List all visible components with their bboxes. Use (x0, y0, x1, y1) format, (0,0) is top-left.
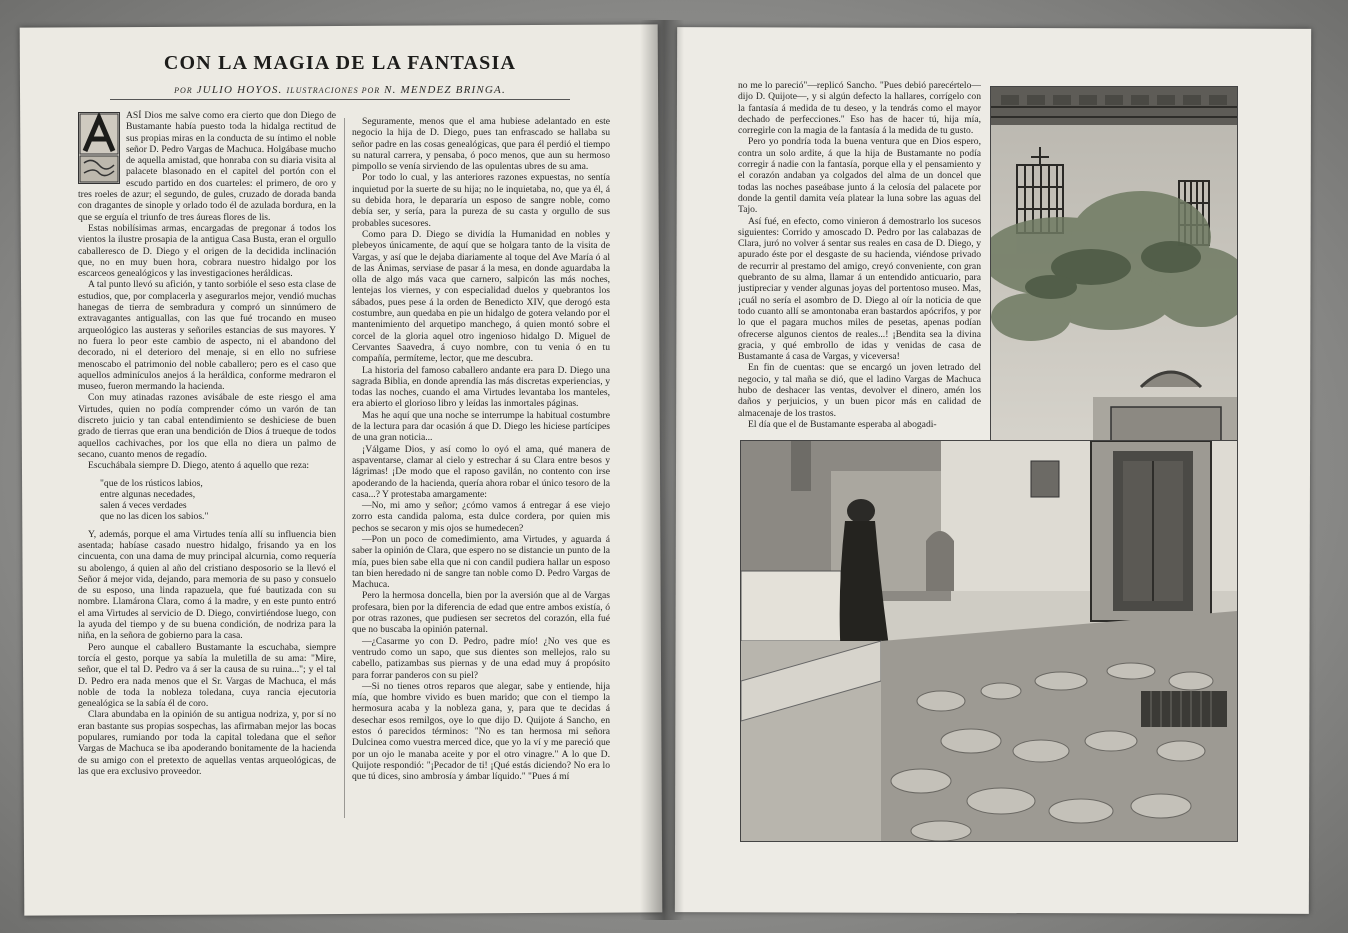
left-column-2 (352, 116, 610, 826)
verse-line: "que de los rústicos labios, (100, 477, 203, 489)
paragraph: Pero la hermosa doncella, bien por la aversión que al de Vargas profesara, bien por la diferencia de edad que entre ambos existía, ó por otras razones, que pudiesen ser secretos del corazón, ella fué que no buscaba la opinión paternal. (352, 590, 610, 636)
paragraph: Mas he aquí que una noche se interrumpe la habitual costumbre de la lectura para dar ocasión á que D. Diego les hiciese partícipes de una gran noticia... (352, 409, 610, 444)
paragraph: Por todo lo cual, y las anteriores razones expuestas, no sentía inquietud por la suerte de su hija; no le inquietaba, no, que ya él, á su debida hora, le depararía un esposo de sangre noble, como debía ser, y sería, para la pureza de su casta y orgullo de sus probables sucesores. (352, 172, 610, 229)
paragraph: En fin de cuentas: que se encargó un joven letrado del negocio, y tal maña se dió, que el ladino Vargas de Machuca hubo de deshacer las ventas, devolver el dinero, amén los daños y perjuicios, y un buen picor más en calidad de almacenaje de los trastos. (738, 362, 981, 419)
right-column (738, 80, 981, 440)
verse-line: entre algunas necedades, (100, 488, 196, 500)
illustration-top (990, 86, 1238, 448)
paragraph: Pero yo pondría toda la buena ventura que en Dios espero, contra un solo ardite, á que la hija de Bustamante no podía corregir á nadie con la fantasía, porque ella y el pensamiento y el corazón andaban ya colgados del alma de un doncel que todas las noches paseábase junto á la celosía del palacete por donde la gentil damita veía platear la luna sobre las aguas del Tajo. (738, 136, 981, 216)
paragraph: ASÍ Dios me salve como era cierto que don Diego de Bustamante había puesto toda la hidalga rectitud de sus propias miras en la conducta de su íntimo el noble señor D. Pedro Vargas de Machuca. Holgábase mucho de aquella amistad, que honraba con su diaria visita al palacete blasonado en el capitel del portón con el escudo partido en dos cuarteles: el primero, de oro y tres roeles de azur; el segundo, de gules, cruzado de dorada banda con dragantes de sinople y orlado todo él de azulada bordura, en la que se erguía el triunfo de tres áureas flores de lis. (78, 110, 336, 223)
illustration-bottom (740, 440, 1238, 842)
byline-illustrator: N. MENDEZ BRINGA. (384, 84, 506, 96)
verse-quote (100, 478, 336, 523)
dropcap-ornament (78, 112, 120, 184)
left-column-1 (78, 110, 336, 830)
byline-ilustraciones: ILUSTRACIONES POR (286, 86, 381, 95)
column-rule (344, 118, 345, 818)
paragraph: Pero aunque el caballero Bustamante la escuchaba, siempre torcía el gesto, porque ya sabía la muletilla de su ama: "Mire, señor, que el tal D. Pedro va á ser la causa de su ruina..."; y el tal D. Pedro era nada menos que el Sr. Vargas de Machuca, el más noble de toda la nobleza toledana, cuya rancia ejecutoria genealógica se la sabía él de coro. (78, 641, 336, 710)
paragraph: no me lo pareció"—replicó Sancho. "Pues debió parecértelo—dijo D. Quijote—, y si algún defecto la hallares, corrígelo con la fantasía á medida de tu deseo, y la tendrás como el mayor dechado de perfecciones." Eso has de hacer tú, hija mía, corregirle con la magia de la fantasía á la medida de tu gusto. (738, 80, 981, 137)
byline-por: POR (174, 86, 193, 95)
paragraph: —No, mi amo y señor; ¿cómo vamos á entregar á ese viejo zorro esta candida paloma, esta dulce cordera, por quien mis pechos se secaron y mis ojos se humedecen? (352, 500, 610, 534)
article-title: CON LA MAGIA DE LA FANTASIA (163, 52, 517, 74)
paragraph: Clara abundaba en la opinión de su antigua nodriza, y, por sí no eran bastante sus propias sospechas, las afirmaban mejor las bocas populares, rumiando por toda la capital toledana que el señor Vargas de Machuca se iba apoderando bonitamente de la hacienda de su amigo con el pretexto de aquellas ventas arqueológicas, de las que era exclusivo proveedor. (78, 709, 336, 777)
byline-author: JULIO HOYOS. (196, 84, 283, 96)
paragraph: El día que el de Bustamante esperaba al abogadi- (748, 418, 937, 430)
paragraph: Y, además, porque el ama Virtudes tenía allí su influencia bien asentada; habíase casado nuestro hidalgo, frisando ya en los cincuenta, con una dama de muy principal alcurnia, como requería su abolengo, á quien al año del cristiano desposorio se la llevó el Señor á mejor vida, dejando, para memoria de su paso y consuelo de su esposo, una linda rapazuela, que fué bautizada con su nombre. Llamárona Clara, como á la madre, y en este punto entró el ama Virtudes al servicio de D. Diego, convirtiéndose luego, con la ayuda del tiempo y de su buena condición, de nodriza para la niña, en la señora de gobierno para la casa. (78, 528, 336, 642)
paragraph: —Pon un poco de comedimiento, ama Virtudes, y aguarda á saber la opinión de Clara, que espero no se distancie un punto de la mía, pues bien sabe ella que ni con candil pudiera hallar un esposo tan bien heredado ni de sangre tan noble como D. Pedro Vargas de Machuca. (352, 533, 610, 591)
paragraph: Escuchábala siempre D. Diego, atento á aquello que reza: (88, 460, 310, 472)
paragraph: Como para D. Diego se dividía la Humanidad en nobles y plebeyos únicamente, de aquí que se holgara tanto de la visita de Vargas, y así que le dejaba diariamente al toque del Ave María ó al de las Ánimas, serviase de pasar á la mesa, en donde aguardaba la olla de algo más vaca que carnero, salpicón las más noches, lentejas los viernes, y con especialidad duelos y quebrantos los sábados, pues pese á la orden de Benedicto XIV, que derogó esta costumbre, aun quedaba en pie un hidalgo de gotera velando por el mantenimiento del arquetipo manchego, á quien montó sobre el corcel de la gloria aquel otro ingenioso hidalgo D. Miguel de Cervantes Saavedra, á cuyo nombre, con tu venia ó en tu compañía, permíteme, lector, que me descubra. (352, 228, 610, 365)
paragraph: A tal punto llevó su afición, y tanto sorbióle el seso esta clase de estudios, que, por complacerla y asegurarlos mejor, vendió muchas hanegas de tierra de sembradura y compró un sinnúmero de extravagantes antiguallas, con las que fué trocando en museo arqueológico las austeras y señoriles estancias de sus mayores. Y no fuera lo peor este cambio de aspecto, ni el abandono del decorado, ni el deterioro del menaje, si en ello no sufriese menoscabo el patrimonio del noble caballero; pero es el caso que aquellos adminículos anejos á la heráldica, conforme medraron el museo, fueron mermando la hacienda. (78, 279, 336, 393)
paragraph: —¿Casarme yo con D. Pedro, padre mío! ¿No ves que es ventrudo como un sapo, que sus dientes son mellejos, ralo su cabello, patizambas sus piernas y de una edad muy á propósito para forrar panderos con su piel? (352, 635, 610, 681)
paragraph: Seguramente, menos que el ama hubiese adelantado en este negocio la hija de D. Diego, pues tan enfrascado se hallaba su señor padre en las cosas genealógicas, que para él perdió el tiempo su natural carrera, y pensaba, ó poco menos, que aun su hermoso pimpollo se venía sirviendo de las opulentas ubres de su ama. (352, 116, 610, 173)
verse-line: que no las dicen los sabios." (100, 511, 209, 523)
paragraph: Con muy atinadas razones avisábale de este riesgo el ama Virtudes, quien no podía comprender cómo un varón de tan discreto juicio y tan cabal entendimiento se deshiciese de buen grado de tierras que eran una bendición de Dios á trueque de todos aquellos cachivaches, por los que ella no diera un palmo de secano, cuanto menos de regadío. (78, 392, 336, 460)
book-gutter (640, 20, 684, 920)
paragraph: ¡Válgame Dios, y así como lo oyó el ama, qué manera de aspaventarse, clamar al cielo y estrechar á su Clara entre besos y lágrimas! ¡De modo que el raposo gavilán, no contento con irse apoderando de la hacienda, quería ahora robar el único tesoro de la casa...? Y protestaba amargamente: (352, 443, 610, 500)
verse-line: salen á veces verdades (100, 500, 187, 512)
paragraph: La historia del famoso caballero andante era para D. Diego una sagrada Biblia, en donde aprendía las más discretas experiencias, y todas las noches, cuando el ama Virtudes levantaba los manteles, era abierto el glorioso libro y leídas las inmortales páginas. (352, 364, 610, 410)
paragraph: —Si no tienes otros reparos que alegar, sabe y entiende, hija mía, que hombre vivido es buen marido; que con el tiempo la hermosura acaba y la nobleza gana, y, para que te decidas á desechar esos remilgos, oye lo que dijo D. Quijote á Sancho, en estos ó parecidos términos: "No es tan hermosa mi señora Dulcinea como vuestra merced dice, que yo la ví y me pareció que por un ojo le manaba aceite y por el otro vinagre." A lo que D. Quijote respondió: "¡Pecador de ti! ¡Qué estás diciendo? No era lo que tú dices, sino ambrosía y ámbar líquido." "Pues á mí (352, 680, 610, 783)
paragraph: Así fué, en efecto, como vinieron á demostrarlo los sucesos siguientes: Corrido y amoscado D. Pedro por las calabazas de Clara, juró no volver á sentar sus reales en casa de D. Diego, y apurado éste por el desgaste de su hacienda, viéndose privado de recurrir al prestamo del amigo, creyó conveniente, con gran quebranto de su alma, llamar á un entendido anticuario, para justipreciar y vender algunas joyas del portentoso museo. Mas, ¡cuál no sería el asombro de D. Diego al oír la noticia de que todo cuanto allí se amontonaba eran bastardos apócrifos, y por lo que el pagara muchos miles de pesetas, apenas podían ofrecerse algunos cientos de reales...! ¡Bendita sea la divina gracia, y qué embrollo de idas y venidas de casa de Bustamante á casa de Vargas, y viceversa! (738, 215, 981, 363)
paragraph: Estas nobilísimas armas, encargadas de pregonar á todos los vientos la ilustre prosapia de la antigua Casa Busta, eran el orgullo caballeresco de D. Diego y el origen de la decidida inclinación que, no en muy buen hora, cobrara nuestro hidalgo por los escarceos genealógicos y las investigaciones heráldicas. (78, 222, 336, 280)
article-byline (110, 84, 570, 100)
